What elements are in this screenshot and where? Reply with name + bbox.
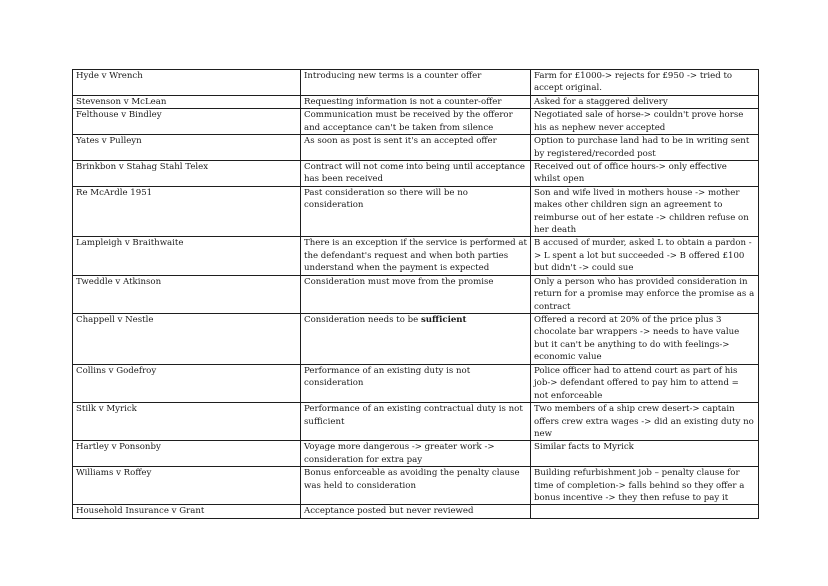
case-name-cell: Chappell v Nestle (73, 313, 301, 364)
case-name-cell: Brinkbon v Stahag Stahl Telex (73, 161, 301, 187)
table-row (73, 441, 759, 467)
case-name-cell: Hartley v Ponsonby (73, 441, 301, 467)
principle-cell: Contract will not come into being until acceptance has been received (301, 161, 531, 187)
facts-cell: Negotiated sale of horse-> couldn't prove horse his as nephew never accepted (531, 109, 759, 135)
case-law-table (72, 69, 759, 519)
facts-cell: Two members of a ship crew desert-> captain offers crew extra wages -> did an existing duty no new (531, 403, 759, 441)
case-name-cell: Re McArdle 1951 (73, 186, 301, 237)
principle-cell: Performance of an existing contractual duty is not sufficient (301, 403, 531, 441)
table-row (73, 505, 759, 518)
facts-cell: Only a person who has provided consideration in return for a promise may enforce the promise as a contract (531, 275, 759, 313)
case-name-cell: Collins v Godefroy (73, 364, 301, 402)
table-row (73, 70, 759, 96)
facts-cell: Offered a record at 20% of the price plus 3 chocolate bar wrappers -> needs to have value but it can't be anything to do with feelings-> economic value (531, 313, 759, 364)
principle-cell: Consideration must move from the promise (301, 275, 531, 313)
principle-cell: As soon as post is sent it's an accepted offer (301, 135, 531, 161)
case-name-cell: Household Insurance v Grant (73, 505, 301, 518)
table-row (73, 186, 759, 237)
table-row (73, 109, 759, 135)
case-name-cell: Tweddle v Atkinson (73, 275, 301, 313)
case-name-cell: Stevenson v McLean (73, 95, 301, 108)
facts-cell: Asked for a staggered delivery (531, 95, 759, 108)
table-row (73, 275, 759, 313)
principle-cell: Requesting information is not a counter-offer (301, 95, 531, 108)
case-name-cell: Yates v Pulleyn (73, 135, 301, 161)
table-row (73, 161, 759, 187)
emphasis-word: sufficient (420, 314, 467, 325)
table-row (73, 95, 759, 108)
facts-cell: Similar facts to Myrick (531, 441, 759, 467)
table-row (73, 135, 759, 161)
principle-cell: There is an exception if the service is performed at the defendant's request and when both parties understand when the payment is expected (301, 237, 531, 275)
principle-cell: Voyage more dangerous -> greater work -> consideration for extra pay (301, 441, 531, 467)
principle-cell: Communication must be received by the offeror and acceptance can't be taken from silence (301, 109, 531, 135)
case-name-cell: Williams v Roffey (73, 467, 301, 505)
case-name-cell: Felthouse v Bindley (73, 109, 301, 135)
principle-cell: Introducing new terms is a counter offer (301, 70, 531, 96)
principle-cell: Bonus enforceable as avoiding the penalty clause was held to consideration (301, 467, 531, 505)
facts-cell (531, 505, 759, 518)
facts-cell: Farm for £1000-> rejects for £950 -> tried to accept original. (531, 70, 759, 96)
case-name-cell: Hyde v Wrench (73, 70, 301, 96)
principle-cell: Past consideration so there will be no consideration (301, 186, 531, 237)
principle-cell: Acceptance posted but never reviewed (301, 505, 531, 518)
facts-cell: Received out of office hours-> only effective whilst open (531, 161, 759, 187)
facts-cell: B accused of murder, asked L to obtain a pardon -> L spent a lot but succeeded -> B offered £100 but didn't -> could sue (531, 237, 759, 275)
facts-cell: Building refurbishment job – penalty clause for time of completion-> falls behind so they offer a bonus incentive -> they then refuse to pay it (531, 467, 759, 505)
principle-cell (301, 313, 531, 364)
principle-cell: Performance of an existing duty is not consideration (301, 364, 531, 402)
table-row (73, 403, 759, 441)
principle-text: Consideration needs to be (304, 314, 421, 325)
table-row (73, 237, 759, 275)
table-row (73, 313, 759, 364)
facts-cell: Son and wife lived in mothers house -> mother makes other children sign an agreement to reimburse out of her estate -> children refuse on her death (531, 186, 759, 237)
table-row (73, 364, 759, 402)
case-name-cell: Lampleigh v Braithwaite (73, 237, 301, 275)
facts-cell: Police officer had to attend court as part of his job-> defendant offered to pay him to attend = not enforceable (531, 364, 759, 402)
case-name-cell: Stilk v Myrick (73, 403, 301, 441)
table-row (73, 467, 759, 505)
facts-cell: Option to purchase land had to be in writing sent by registered/recorded post (531, 135, 759, 161)
